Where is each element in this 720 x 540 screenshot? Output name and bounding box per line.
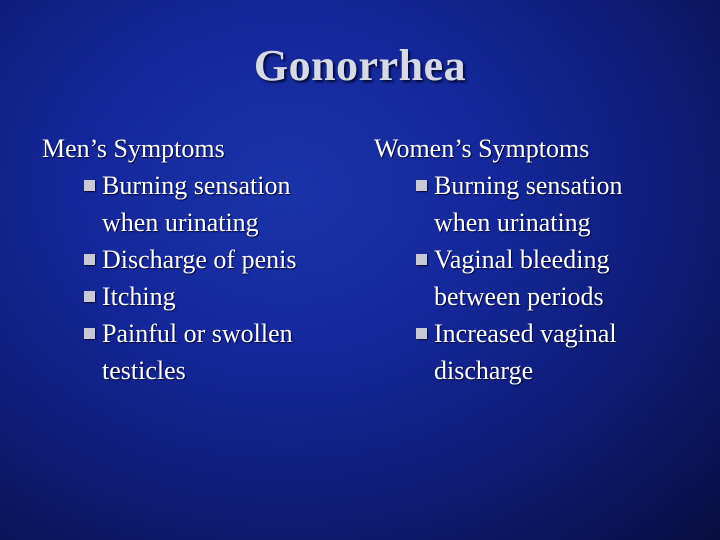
square-bullet-icon <box>84 180 95 191</box>
list-item-text: Discharge of penis <box>102 245 297 274</box>
mens-symptoms-list <box>42 167 342 389</box>
mens-symptoms-column <box>42 130 342 389</box>
square-bullet-icon <box>84 328 95 339</box>
square-bullet-icon <box>416 180 427 191</box>
womens-symptoms-list <box>374 167 684 389</box>
square-bullet-icon <box>416 328 427 339</box>
list-item <box>84 278 342 315</box>
womens-symptoms-column <box>374 130 684 389</box>
list-item <box>84 241 342 278</box>
mens-symptoms-heading: Men’s Symptoms <box>42 134 225 163</box>
square-bullet-icon <box>84 291 95 302</box>
slide-title: Gonorrhea <box>253 41 467 90</box>
list-item-text: Painful or swollen testicles <box>102 319 293 385</box>
list-item-text: Increased vaginal discharge <box>434 319 617 385</box>
list-item <box>416 315 684 389</box>
square-bullet-icon <box>84 254 95 265</box>
list-item-text: Burning sensation when urinating <box>434 171 623 237</box>
square-bullet-icon <box>416 254 427 265</box>
list-item-text: Burning sensation when urinating <box>102 171 291 237</box>
list-item <box>416 167 684 241</box>
womens-symptoms-heading: Women’s Symptoms <box>374 134 590 163</box>
list-item <box>84 315 342 389</box>
list-item-text: Itching <box>102 282 176 311</box>
list-item-text: Vaginal bleeding between periods <box>434 245 610 311</box>
list-item <box>84 167 342 241</box>
list-item <box>416 241 684 315</box>
